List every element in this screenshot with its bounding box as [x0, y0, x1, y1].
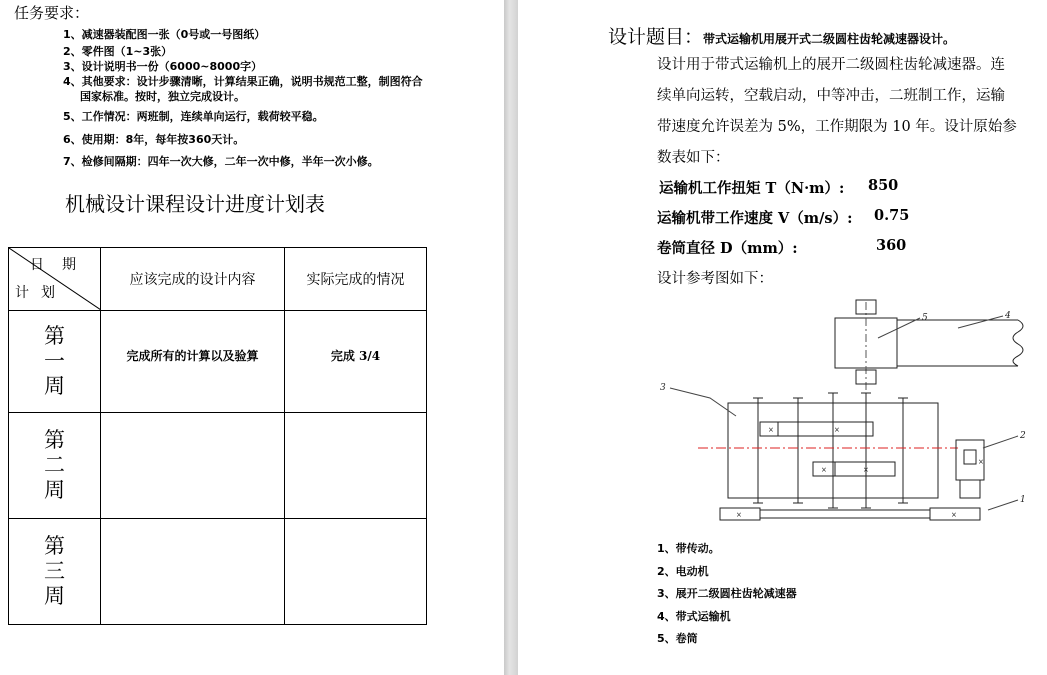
corner-cell	[9, 248, 101, 311]
description-paragraph: 设计用于带式运输机上的展开二级圆柱齿轮减速器。连 续单向运转，空载启动，中等冲击，二班制工作，运输 带速度允许误差为 5%，工作期限为 10 年。设计原始参 数表如下：	[657, 57, 1017, 166]
requirement-item: 5、工作情况：两班制，连续单向运行，载荷较平稳。	[63, 110, 324, 123]
reference-diagram	[658, 298, 1038, 528]
corner-date-label: 日期	[30, 257, 94, 273]
table-row	[9, 311, 427, 413]
task-title: 任务要求：	[14, 4, 90, 22]
content-cell	[101, 413, 285, 519]
requirement-item: 4、其他要求：设计步骤清晰，计算结果正确，说明书规范工整，制图符合	[63, 75, 423, 88]
page-gutter	[504, 0, 518, 675]
right-page: 设计题目：带式运输机用展开式二级圆柱齿轮减速器设计。 设计用于带式运输机上的展开二级圆柱齿轮减速器。连 续单向运转，空载启动，中等冲击，二班制工作，运输 带速度允许误差为 5%，工作期限为 10 年。设计原始参 数表如下： 运输机工作扭矩 T（N·m）: 850 运输机带工作速度 V（m/s）: 0.75 卷筒直径 D（mm）: 360 设计参考图如下： × × × × × × × 3 2 1 4 5 1、带传动。 2、电动机 3、展开二级圆柱齿轮减速器 4、带式运输机 5、卷筒	[518, 0, 1047, 675]
table-header-row	[9, 248, 427, 311]
schedule-table	[8, 247, 427, 625]
diagram-label-2: 2	[1020, 431, 1026, 441]
design-title-value: 带式运输机用展开式二级圆柱齿轮减速器设计。	[703, 32, 956, 46]
diagram-label-5: 5	[922, 313, 928, 323]
legend-item: 2、电动机	[657, 565, 709, 578]
header-content: 应该完成的设计内容	[101, 248, 285, 311]
week-cell: 第 二 周	[9, 413, 101, 519]
header-actual: 实际完成的情况	[285, 248, 427, 311]
diagram-label-4: 4	[1005, 311, 1011, 321]
legend-item: 1、带传动。	[657, 542, 720, 555]
content-cell: 完成所有的计算以及验算	[101, 311, 285, 413]
legend-item: 3、展开二级圆柱齿轮减速器	[657, 587, 797, 600]
design-title-label: 设计题目：	[608, 26, 704, 48]
week-cell: 第 一 周	[9, 311, 101, 413]
actual-cell	[285, 413, 427, 519]
design-title	[608, 22, 955, 49]
requirement-item: 3、设计说明书一份（6000~8000字）	[63, 60, 263, 73]
week-cell: 第 三 周	[9, 519, 101, 625]
legend-item: 5、卷筒	[657, 632, 698, 645]
svg-text:×: ×	[863, 466, 869, 474]
diagram-label-1: 1	[1020, 495, 1026, 505]
corner-plan-label: 计划	[15, 285, 67, 301]
requirement-item: 6、使用期：8年，每年按360天计。	[63, 133, 245, 146]
left-page	[0, 0, 504, 675]
plan-title: 机械设计课程设计进度计划表	[65, 192, 325, 216]
svg-text:×: ×	[736, 511, 742, 519]
gear-upper	[778, 422, 873, 436]
diagram-label-3: 3	[660, 383, 666, 393]
svg-text:×: ×	[951, 511, 957, 519]
reference-label: 设计参考图如下：	[657, 271, 773, 287]
table-row	[9, 413, 427, 519]
requirement-item: 7、检修间隔期：四年一次大修，二年一次中修，半年一次小修。	[63, 155, 379, 168]
table-row	[9, 519, 427, 625]
svg-text:×: ×	[768, 426, 774, 434]
svg-text:×: ×	[978, 458, 984, 466]
actual-cell	[285, 519, 427, 625]
svg-text:×: ×	[834, 426, 840, 434]
requirement-item: 1、减速器装配图一张（0号或一号图纸）	[63, 28, 266, 41]
content-cell	[101, 519, 285, 625]
actual-cell: 完成 3/4	[285, 311, 427, 413]
requirement-item: 国家标准。按时，独立完成设计。	[80, 90, 245, 103]
svg-text:×: ×	[821, 466, 827, 474]
requirement-item: 2、零件图（1~3张）	[63, 45, 173, 58]
legend-item: 4、带式运输机	[657, 610, 731, 623]
belt-break	[1013, 320, 1023, 366]
